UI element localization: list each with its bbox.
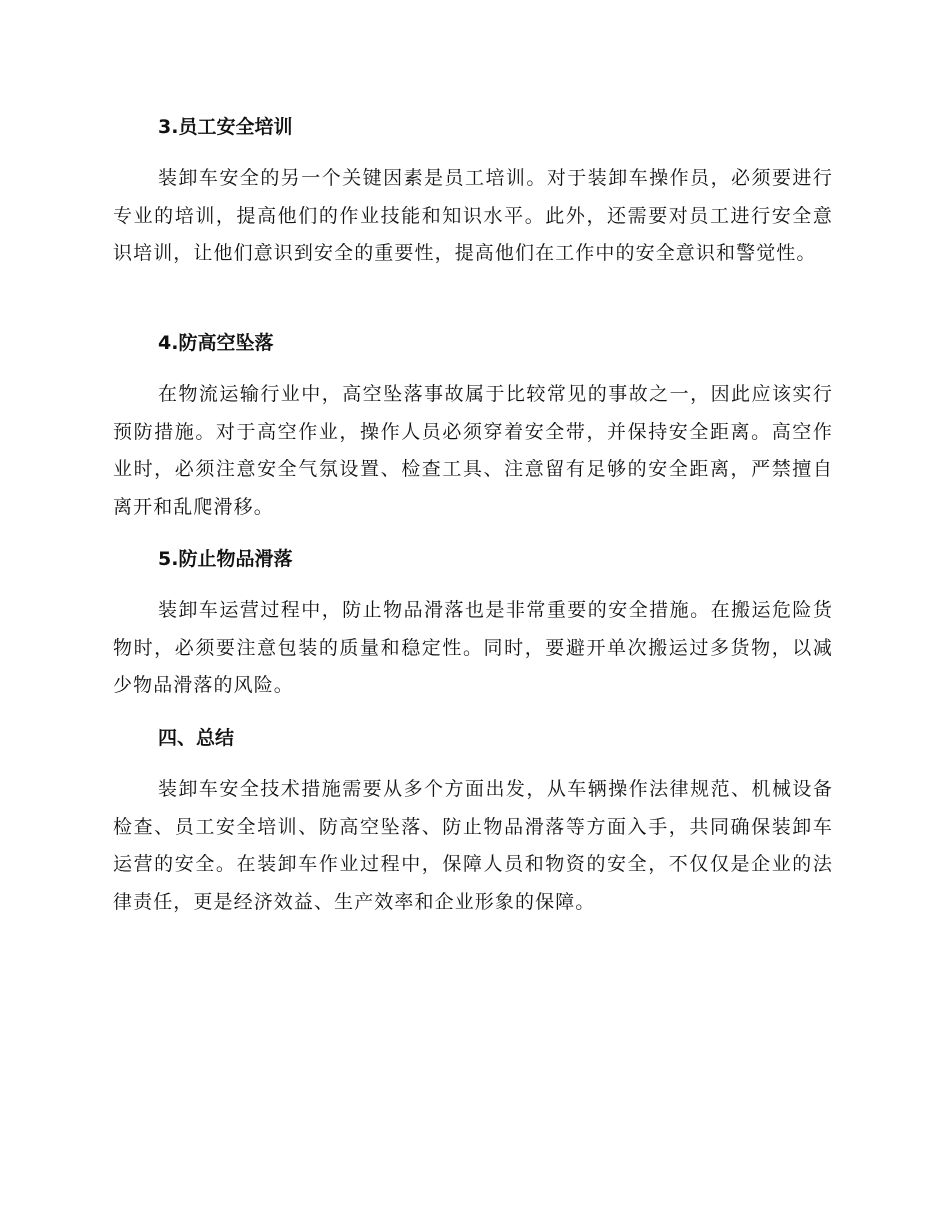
- section-body-fall-prevention: 在物流运输行业中，高空坠落事故属于比较常见的事故之一，因此应该实行预防措施。对于高空作业，操作人员必须穿着安全带，并保持安全距离。高空作业时，必须注意安全气氛设置、检查工具、注意留有足够的安全距离，严禁擅自离开和乱爬滑移。: [113, 383, 833, 518]
- section-heading-staff-training: 3.员工安全培训: [158, 116, 293, 138]
- section-body-summary: 装卸车安全技术措施需要从多个方面出发，从车辆操作法律规范、机械设备检查、员工安全培训、防高空坠落、防止物品滑落等方面入手，共同确保装卸车运营的安全。在装卸车作业过程中，保障人员和物资的安全，不仅仅是企业的法律责任，更是经济效益、生产效率和企业形象的保障。: [113, 778, 833, 913]
- section-body-slip-prevention: 装卸车运营过程中，防止物品滑落也是非常重要的安全措施。在搬运危险货物时，必须要注意包装的质量和稳定性。同时，要避开单次搬运过多货物，以减少物品滑落的风险。: [113, 599, 833, 696]
- section-heading-fall-prevention: 4.防高空坠落: [158, 332, 274, 354]
- section-body-staff-training: 装卸车安全的另一个关键因素是员工培训。对于装卸车操作员，必须要进行专业的培训，提高他们的作业技能和知识水平。此外，还需要对员工进行安全意识培训，让他们意识到安全的重要性，提高他们在工作中的安全意识和警觉性。: [113, 167, 833, 264]
- section-heading-slip-prevention: 5.防止物品滑落: [158, 548, 293, 570]
- section-heading-summary: 四、总结: [158, 727, 235, 749]
